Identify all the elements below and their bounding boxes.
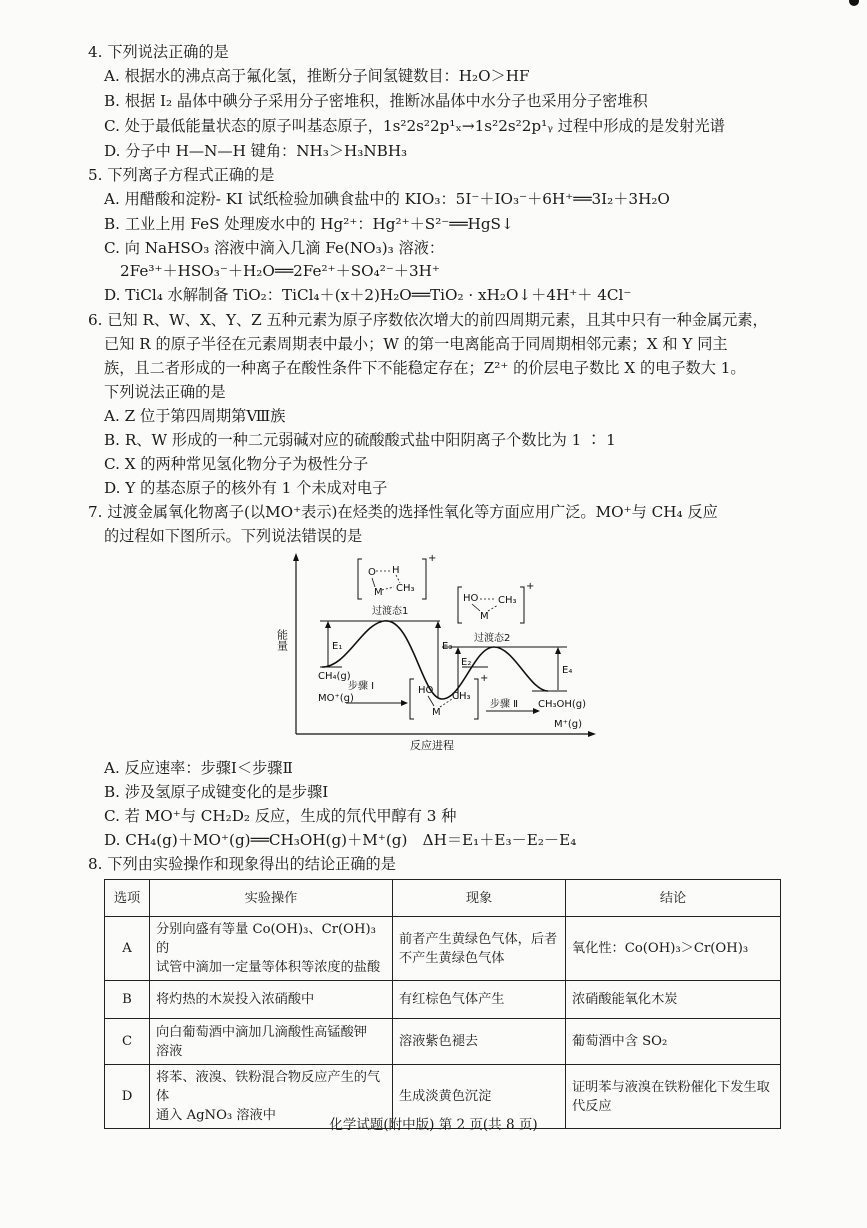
row-operation-line: 将苯、液溴、铁粉混合物反应产生的气体 xyxy=(156,1070,381,1104)
ts1-bracket-right xyxy=(422,559,426,599)
table-row xyxy=(105,981,781,1019)
ts1-label: 过渡态1 xyxy=(372,606,409,617)
q8-table xyxy=(104,879,781,1129)
ts2-ch3: CH₃ xyxy=(498,595,517,606)
step1-label: 步骤 Ⅰ xyxy=(348,681,375,692)
q6-stem-4: 下列说法正确的是 xyxy=(104,383,226,401)
reactant-mo: MO⁺(g) xyxy=(318,693,354,704)
x-axis-arrow xyxy=(588,731,596,737)
row-conclusion: 葡萄酒中含 SO₂ xyxy=(566,1019,781,1065)
q7-stem-1: 7. 过渡金属氧化物离子(以MO⁺表示)在烃类的选择性氧化等方面应用广泛。MO⁺与 CH₄ 反应 xyxy=(88,503,718,521)
inter-ho: HO xyxy=(418,685,434,696)
q7-option-c: C. 若 MO⁺与 CH₂D₂ 反应，生成的氘代甲醇有 3 种 xyxy=(104,807,457,825)
row-phenomenon-line: 不产生黄绿色气体 xyxy=(399,950,505,966)
row-operation-line: 分别向盛有等量 Co(OH)₃、Cr(OH)₃ 的 xyxy=(156,922,376,956)
inter-bond-mc xyxy=(440,699,452,707)
row-operation: 将灼热的木炭投入浓硝酸中 xyxy=(150,981,393,1019)
step2-label: 步骤 Ⅱ xyxy=(490,699,519,710)
table-row xyxy=(105,917,781,981)
row-option: A xyxy=(105,917,150,981)
row-operation-line: 试管中滴加一定量等体积等浓度的盐酸 xyxy=(156,960,381,975)
q6-option-d: D. Y 的基态原子的核外有 1 个未成对电子 xyxy=(104,479,388,497)
row-operation-line: 通入 AgNO₃ 溶液中 xyxy=(156,1108,276,1123)
table-row xyxy=(105,1019,781,1065)
q5-option-c-equation: 2Fe³⁺＋HSO₃⁻＋H₂O══2Fe²⁺＋SO₄²⁻＋3H⁺ xyxy=(120,262,440,280)
row-option: D xyxy=(105,1065,150,1129)
q4-option-a: A. 根据水的沸点高于氟化氢，推断分子间氢键数目：H₂O＞HF xyxy=(104,67,530,85)
header-conclusion: 结论 xyxy=(566,880,781,917)
q5-option-b: B. 工业上用 FeS 处理废水中的 Hg²⁺：Hg²⁺＋S²⁻══HgS↓ xyxy=(104,215,514,233)
q4-stem: 4. 下列说法正确的是 xyxy=(88,43,229,61)
q5-option-d: D. TiCl₄ 水解制备 TiO₂：TiCl₄＋(x＋2)H₂O══TiO₂ · xH₂O↓＋4H⁺＋ 4Cl⁻ xyxy=(104,286,632,304)
inter-bracket-right xyxy=(474,679,478,719)
q7-option-d: D. CH₄(g)＋MO⁺(g)══CH₃OH(g)＋M⁺(g) ΔH＝E₁＋E₃－E₂－E₄ xyxy=(104,831,577,849)
y-axis-arrow xyxy=(293,553,299,561)
ts1-h: H xyxy=(392,565,400,576)
header-phenomenon: 现象 xyxy=(393,880,566,917)
q6-option-c: C. X 的两种常见氢化物分子为极性分子 xyxy=(104,455,369,473)
row-operation-line: 溶液 xyxy=(156,1043,183,1059)
q5-stem: 5. 下列离子方程式正确的是 xyxy=(88,166,275,184)
ts1-o: O xyxy=(368,567,376,578)
e4-arrowhead xyxy=(555,647,561,654)
ts2-bond-mc xyxy=(488,605,498,611)
header-operation: 实验操作 xyxy=(150,880,393,917)
ts1-bond-om xyxy=(372,578,375,587)
table-header-row xyxy=(105,880,781,917)
row-conclusion: 氧化性：Co(OH)₃＞Cr(OH)₃ xyxy=(566,917,781,981)
ts2-ho: HO xyxy=(463,593,479,604)
row-phenomenon: 有红棕色气体产生 xyxy=(393,981,566,1019)
product-ch3oh: CH₃OH(g) xyxy=(538,699,587,710)
q8-stem: 8. 下列由实验操作和现象得出的结论正确的是 xyxy=(88,855,396,873)
ts2-label: 过渡态2 xyxy=(474,633,511,644)
ts1-bond-hc xyxy=(396,575,400,583)
q5-option-a: A. 用醋酸和淀粉- KI 试纸检验加碘食盐中的 KIO₃：5I⁻＋IO₃⁻＋6H⁺══3I₂＋3H₂O xyxy=(104,190,670,208)
ts2-m: M xyxy=(480,611,489,622)
q7-option-b: B. 涉及氢原子成键变化的是步骤Ⅰ xyxy=(104,783,329,801)
e1-label: E₁ xyxy=(332,641,343,652)
ts2-bracket-right xyxy=(520,587,524,623)
x-axis-label: 反应进程 xyxy=(410,739,454,752)
row-phenomenon: 溶液紫色褪去 xyxy=(393,1019,566,1065)
e2-label: E₂ xyxy=(461,657,472,668)
ts1-charge: + xyxy=(428,553,437,564)
q6-stem-1: 6. 已知 R、W、X、Y、Z 五种元素为原子序数依次增大的前四周期元素，且其中只有一种金属元素， xyxy=(88,311,768,329)
q7-stem-2: 的过程如下图所示。下列说法错误的是 xyxy=(104,527,363,545)
page-footer: 化学试题(附中版) 第 2 页(共 8 页) xyxy=(329,1117,538,1133)
q6-stem-3: 族，且二者形成的一种离子在酸性条件下不能稳定存在；Z²⁺ 的价层电子数比 X 的电子数大 1。 xyxy=(104,359,746,377)
ts2-bond-om xyxy=(472,604,480,611)
inter-charge: + xyxy=(480,673,489,684)
row-operation-line: 向白葡萄酒中滴加几滴酸性高锰酸钾 xyxy=(156,1024,367,1040)
e3-arrowhead xyxy=(435,621,441,628)
row-operation xyxy=(150,917,393,981)
e2-arrowhead xyxy=(455,647,461,654)
row-option: C xyxy=(105,1019,150,1065)
energy-diagram xyxy=(262,549,602,754)
inter-m: M xyxy=(432,707,441,718)
inter-ch3: CH₃ xyxy=(452,691,471,702)
energy-diagram-svg xyxy=(262,549,602,754)
e4-label: E₄ xyxy=(562,665,573,676)
inter-bracket-left xyxy=(410,679,414,719)
q4-option-d: D. 分子中 H—N—H 键角：NH₃＞H₃NBH₃ xyxy=(104,142,408,160)
q6-option-b: B. R、W 形成的一种二元弱碱对应的硫酸酸式盐中阳阴离子个数比为 1 ∶ 1 xyxy=(104,431,616,449)
q4-option-c: C. 处于最低能量状态的原子叫基态原子，1s²2s²2p¹ₓ→1s²2s²2p¹ᵧ 过程中形成的是发射光谱 xyxy=(104,117,725,135)
row-conclusion: 浓硝酸能氧化木炭 xyxy=(566,981,781,1019)
ts1-ch3: CH₃ xyxy=(396,583,415,594)
inter-bond-om xyxy=(428,696,434,706)
q6-option-a: A. Z 位于第四周期第Ⅷ族 xyxy=(104,407,286,425)
step1-arrowhead xyxy=(401,700,408,706)
q5-option-c: C. 向 NaHSO₃ 溶液中滴入几滴 Fe(NO₃)₃ 溶液： xyxy=(104,239,445,257)
q6-stem-2: 已知 R 的原子半径在元素周期表中最小；W 的第一电离能高于同周期相邻元素；X 和 Y 同主 xyxy=(104,335,728,353)
ts2-charge: + xyxy=(526,581,535,592)
reactant-ch4: CH₄(g) xyxy=(318,671,351,682)
row-conclusion: 证明苯与液溴在铁粉催化下发生取代反应 xyxy=(566,1065,781,1129)
e3-label: E₃ xyxy=(442,641,453,652)
y-axis-label: 能量 xyxy=(275,629,289,651)
row-phenomenon xyxy=(393,917,566,981)
ts1-bond-mc xyxy=(382,587,394,590)
row-option: B xyxy=(105,981,150,1019)
product-m: M⁺(g) xyxy=(554,719,583,730)
corner-mark xyxy=(849,0,859,6)
ts1-m: M xyxy=(374,587,383,598)
row-phenomenon-line: 前者产生黄绿色气体，后者 xyxy=(399,931,558,947)
e1-arrowhead xyxy=(325,621,331,628)
q4-option-b: B. 根据 I₂ 晶体中碘分子采用分子密堆积，推断冰晶体中水分子也采用分子密堆积 xyxy=(104,92,648,110)
header-option: 选项 xyxy=(105,880,150,917)
row-phenomenon: 生成淡黄色沉淀 xyxy=(393,1065,566,1129)
ts2-bracket-left xyxy=(458,587,462,623)
q7-option-a: A. 反应速率：步骤Ⅰ＜步骤Ⅱ xyxy=(104,759,293,777)
ts1-bracket-left xyxy=(358,559,362,599)
row-operation xyxy=(150,1019,393,1065)
